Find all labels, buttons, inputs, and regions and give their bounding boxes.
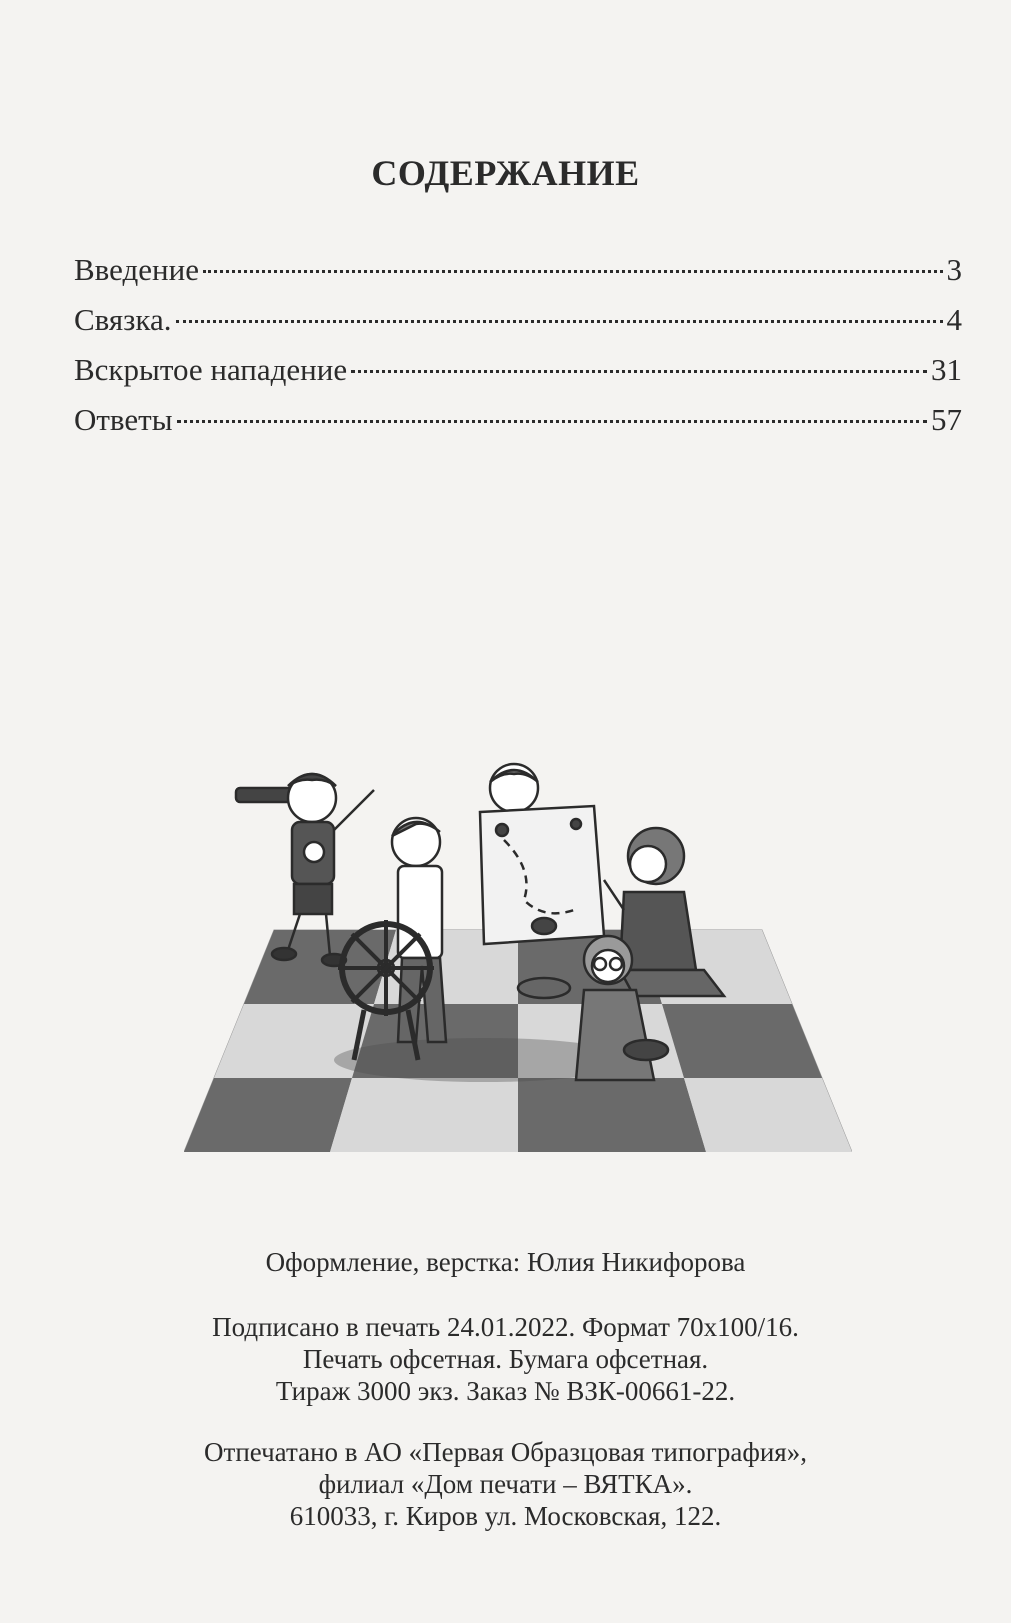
toc-entry-title: Введение [74,252,199,287]
toc-leader-dots [351,370,927,373]
chessboard-icon [184,930,852,1152]
contents-heading: СОДЕРЖАНИЕ [371,153,640,193]
design-credit-line: Оформление, верстка: Юлия Никифорова [265,1247,746,1277]
printer-address-line: Отпечатано в АО «Первая Образцовая типография», [204,1437,807,1467]
toc-entry [74,252,962,302]
toc-entry-title: Связка. [74,302,172,337]
toc-entry [74,352,962,402]
children-on-chessboard-illustration [184,760,852,1152]
print-details [0,1311,1011,1407]
printer-address [0,1436,1011,1532]
toc-leader-dots [176,320,943,323]
toc-entry-page: 3 [946,252,962,287]
design-credit [0,1246,1011,1278]
print-details-line: Подписано в печать 24.01.2022. Формат 70x100/16. [212,1312,799,1342]
toc-entry-title: Вскрытое нападение [74,352,348,387]
toc-entry-page: 4 [946,302,962,337]
table-of-contents [74,252,962,452]
print-details-line: Печать офсетная. Бумага офсетная. [302,1344,709,1374]
print-details-line: Тираж 3000 экз. Заказ № ВЗК-00661-22. [275,1376,736,1406]
toc-leader-dots [177,420,927,423]
toc-entry-page: 31 [931,352,962,387]
toc-entry-page: 57 [931,402,962,437]
toc-entry-title: Ответы [74,402,173,437]
toc-leader-dots [203,270,943,273]
toc-entry [74,402,962,452]
toc-entry [74,302,962,352]
printer-address-line: 610033, г. Киров ул. Московская, 122. [289,1501,722,1531]
printer-address-line: филиал «Дом печати – ВЯТКА». [318,1469,693,1499]
